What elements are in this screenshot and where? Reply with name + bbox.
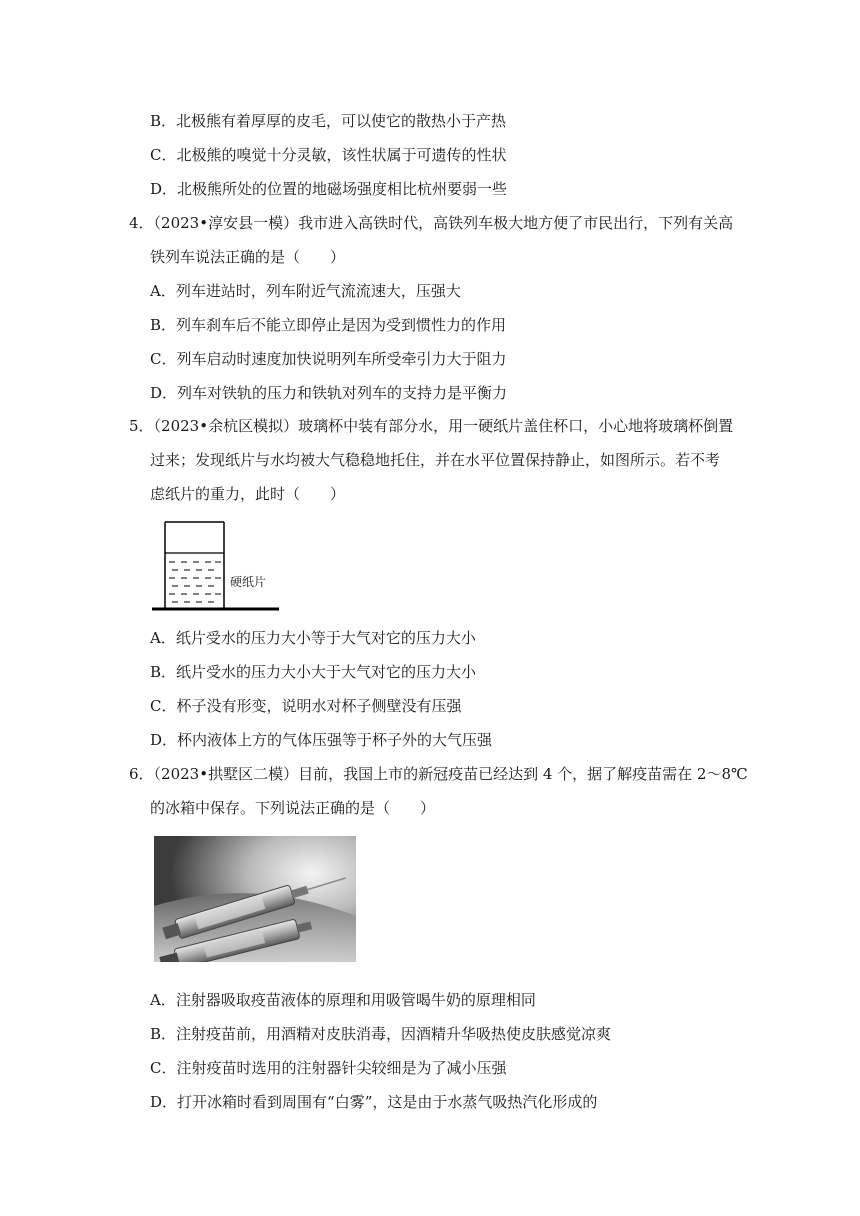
- q4-option-a: A．列车进站时，列车附近气流流速大，压强大: [150, 282, 461, 300]
- q4-stem-line1: 4．（2023•淳安县一模）我市进入高铁时代，高铁列车极大地方便了市民出行，下列有关高: [129, 214, 734, 232]
- q6-stem-line2: 的冰箱中保存。下列说法正确的是（ ）: [150, 799, 436, 817]
- q5-option-c: C．杯子没有形变，说明水对杯子侧壁没有压强: [150, 697, 462, 715]
- q5-option-d: D．杯内液体上方的气体压强等于杯子外的大气压强: [150, 731, 493, 749]
- q5-stem-line1: 5．（2023•余杭区模拟）玻璃杯中装有部分水，用一硬纸片盖住杯口，小心地将玻璃杯倒置: [129, 417, 734, 435]
- cardboard-label: 硬纸片: [230, 575, 267, 589]
- q3-option-d: D．北极熊所处的位置的地磁场强度相比杭州要弱一些: [150, 180, 508, 198]
- q6-option-d: D．打开冰箱时看到周围有“白雾”，这是由于水蒸气吸热汽化形成的: [150, 1093, 598, 1111]
- q6-option-c: C．注射疫苗时选用的注射器针尖较细是为了减小压强: [150, 1059, 507, 1077]
- syringe-photo: [154, 836, 356, 969]
- q6-option-a: A．注射器吸取疫苗液体的原理和用吸管喝牛奶的原理相同: [150, 991, 536, 1009]
- q5-stem-line2: 过来；发现纸片与水均被大气稳稳地托住，并在水平位置保持静止，如图所示。若不考: [150, 451, 721, 469]
- q6-stem-line1: 6．（2023•拱墅区二模）目前，我国上市的新冠疫苗已经达到 4 个，据了解疫苗需在 2～8℃: [129, 765, 748, 783]
- inverted-cup-figure: [151, 520, 281, 612]
- q6-option-b: B．注射疫苗前，用酒精对皮肤消毒，因酒精升华吸热使皮肤感觉凉爽: [150, 1025, 612, 1043]
- q4-option-b: B．列车刹车后不能立即停止是因为受到惯性力的作用: [150, 316, 507, 334]
- q3-option-c: C．北极熊的嗅觉十分灵敏，该性状属于可遗传的性状: [150, 146, 507, 164]
- q3-option-b: B．北极熊有着厚厚的皮毛，可以使它的散热小于产热: [150, 112, 507, 130]
- q5-option-a: A．纸片受水的压力大小等于大气对它的压力大小: [150, 629, 476, 647]
- q4-option-c: C．列车启动时速度加快说明列车所受牵引力大于阻力: [150, 350, 507, 368]
- q5-stem-line3: 虑纸片的重力，此时（ ）: [150, 485, 346, 503]
- q5-option-b: B．纸片受水的压力大小大于大气对它的压力大小: [150, 663, 477, 681]
- q4-option-d: D．列车对铁轨的压力和铁轨对列车的支持力是平衡力: [150, 384, 508, 402]
- q4-stem-line2: 铁列车说法正确的是（ ）: [150, 248, 346, 266]
